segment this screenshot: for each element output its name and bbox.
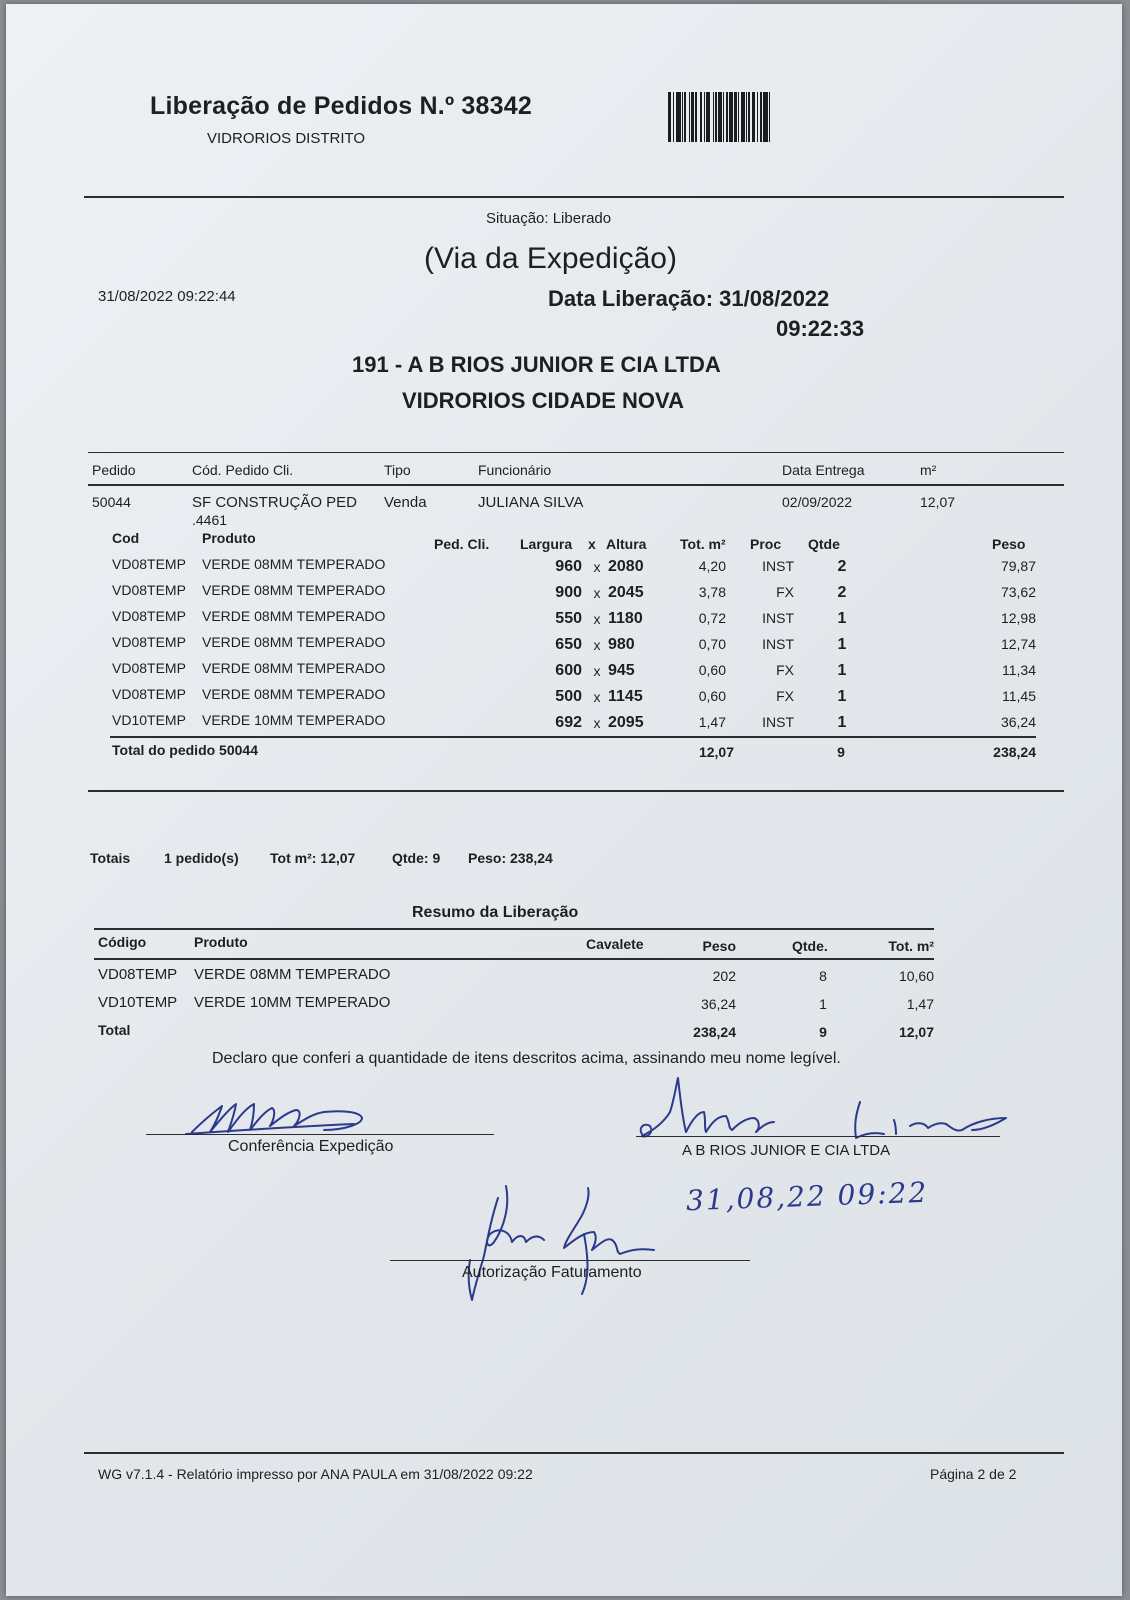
order-cod-pedido-cli: SF CONSTRUÇÃO PED: [192, 494, 358, 511]
conferencia-label: Conferência Expedição: [228, 1138, 394, 1155]
totals-label: Totais: [90, 850, 131, 866]
summary-qtde: 1: [819, 996, 827, 1012]
item-peso: 73,62: [1000, 584, 1036, 600]
summary-header-rule: [94, 958, 934, 960]
declaration-text: Declaro que conferi a quantidade de itens descritos acima, assinando meu nome legível.: [212, 1050, 841, 1067]
summary-qtde: 8: [819, 968, 827, 984]
items-col-tot-m2: Tot. m²: [680, 536, 726, 552]
item-largura: 600: [555, 662, 582, 679]
item-produto: VERDE 08MM TEMPERADO: [202, 608, 386, 624]
order-total-m2: 12,07: [698, 744, 734, 760]
item-qtde: 1: [837, 610, 847, 627]
items-col-produto: Produto: [202, 530, 256, 546]
col-funcionario: Funcionário: [478, 462, 552, 478]
item-x: x: [593, 663, 601, 679]
item-peso: 11,34: [1002, 662, 1036, 678]
item-peso: 12,74: [1000, 636, 1036, 652]
item-proc: FX: [776, 688, 794, 704]
item-tot-m2: 3,78: [698, 584, 726, 600]
item-peso: 79,87: [1000, 558, 1036, 574]
items-total-rule: [110, 736, 1036, 738]
item-proc: INST: [762, 558, 794, 574]
item-x: x: [593, 611, 601, 627]
client-line: [636, 1136, 1000, 1137]
handwritten-datetime: 31,08,22 09:22: [685, 1175, 929, 1218]
item-largura: 960: [555, 558, 582, 575]
item-peso: 36,24: [1000, 714, 1036, 730]
order-m2: 12,07: [920, 494, 956, 510]
item-x: x: [593, 559, 601, 575]
item-cod: VD08TEMP: [112, 634, 186, 650]
document-title: Liberação de Pedidos N.º 38342: [150, 92, 532, 120]
item-tot-m2: 1,47: [698, 714, 726, 730]
summary-total-label: Total: [98, 1022, 131, 1038]
client-signature-label: A B RIOS JUNIOR E CIA LTDA: [682, 1142, 891, 1159]
item-x: x: [593, 715, 601, 731]
item-tot-m2: 0,70: [698, 636, 726, 652]
item-qtde: 1: [837, 688, 847, 705]
order-total-peso: 238,24: [993, 744, 1036, 760]
item-tot-m2: 0,72: [698, 610, 726, 626]
summary-tot-m2: 10,60: [898, 968, 934, 984]
printed-datetime: 31/08/2022 09:22:44: [98, 288, 236, 305]
barcode-gap: [770, 92, 772, 142]
summary-codigo: VD10TEMP: [98, 994, 178, 1011]
item-cod: VD08TEMP: [112, 608, 186, 624]
col-m2: m²: [920, 462, 937, 478]
col-data-entrega: Data Entrega: [782, 462, 865, 478]
via-label: (Via da Expedição): [424, 242, 677, 275]
item-proc: INST: [762, 714, 794, 730]
summary-col-produto: Produto: [194, 934, 248, 950]
item-tot-m2: 0,60: [698, 662, 726, 678]
item-largura: 692: [555, 714, 582, 731]
header-divider: [84, 196, 1064, 198]
item-altura: 1145: [608, 688, 643, 705]
item-produto: VERDE 08MM TEMPERADO: [202, 634, 386, 650]
conferencia-line: [146, 1134, 494, 1135]
footer-left: WG v7.1.4 - Relatório impresso por ANA PAULA em 31/08/2022 09:22: [98, 1466, 533, 1482]
summary-produto: VERDE 10MM TEMPERADO: [194, 994, 391, 1011]
items-col-qtde: Qtde: [808, 536, 840, 552]
summary-produto: VERDE 08MM TEMPERADO: [194, 966, 391, 983]
conferencia-signature: [184, 1090, 384, 1140]
item-produto: VERDE 08MM TEMPERADO: [202, 686, 386, 702]
item-produto: VERDE 10MM TEMPERADO: [202, 712, 386, 728]
order-total-qtde: 9: [837, 744, 845, 760]
order-data-entrega: 02/09/2022: [782, 494, 853, 510]
client-store: VIDRORIOS CIDADE NOVA: [402, 388, 684, 413]
footer-rule: [84, 1452, 1064, 1454]
item-qtde: 2: [837, 584, 847, 601]
item-cod: VD08TEMP: [112, 556, 186, 572]
item-altura: 1180: [608, 610, 643, 627]
item-qtde: 1: [837, 636, 847, 653]
summary-col-cavalete: Cavalete: [586, 936, 644, 952]
col-pedido: Pedido: [92, 462, 136, 478]
order-tipo: Venda: [384, 494, 427, 511]
totals-qtde: Qtde: 9: [392, 850, 441, 866]
page-indicator: Página 2 de 2: [930, 1466, 1017, 1482]
autorizacao-label: Autorização Faturamento: [462, 1264, 642, 1281]
summary-total-qtde: 9: [819, 1024, 827, 1040]
autorizacao-line: [390, 1260, 750, 1261]
item-altura: 2095: [608, 714, 644, 731]
items-col-ped-cli: Ped. Cli.: [434, 536, 490, 552]
item-largura: 500: [555, 688, 582, 705]
summary-total-tot-m2: 12,07: [898, 1024, 934, 1040]
item-proc: INST: [762, 636, 794, 652]
item-proc: FX: [776, 662, 794, 678]
barcode: [668, 92, 838, 142]
summary-peso: 202: [712, 968, 736, 984]
item-altura: 2045: [608, 584, 644, 601]
col-tipo: Tipo: [384, 462, 411, 478]
summary-col-codigo: Código: [98, 934, 147, 950]
items-col-altura: Altura: [606, 536, 647, 552]
item-qtde: 1: [837, 662, 847, 679]
item-tot-m2: 4,20: [698, 558, 726, 574]
summary-codigo: VD08TEMP: [98, 966, 178, 983]
company-name: VIDRORIOS DISTRITO: [207, 130, 366, 147]
order-bottom-rule: [88, 790, 1064, 792]
item-x: x: [593, 689, 601, 705]
item-cod: VD08TEMP: [112, 582, 186, 598]
item-x: x: [593, 585, 601, 601]
item-cod: VD08TEMP: [112, 686, 186, 702]
item-qtde: 1: [837, 714, 847, 731]
item-peso: 12,98: [1000, 610, 1036, 626]
col-cod-pedido-cli: Cód. Pedido Cli.: [192, 462, 294, 478]
item-proc: FX: [776, 584, 794, 600]
client-signature: [634, 1072, 1034, 1152]
item-altura: 980: [608, 636, 635, 653]
summary-col-peso: Peso: [702, 938, 736, 954]
totals-m2: Tot m²: 12,07: [270, 850, 356, 866]
order-top-rule: [88, 452, 1064, 453]
item-cod: VD10TEMP: [112, 712, 186, 728]
order-header-rule: [88, 484, 1064, 486]
summary-top-rule: [94, 928, 934, 930]
autorizacao-signature: [454, 1176, 694, 1306]
item-largura: 650: [555, 636, 582, 653]
items-col-cod: Cod: [112, 530, 140, 546]
client-name: 191 - A B RIOS JUNIOR E CIA LTDA: [352, 352, 721, 377]
totals-peso: Peso: 238,24: [468, 850, 553, 866]
summary-title: Resumo da Liberação: [412, 904, 579, 921]
items-col-x: x: [588, 536, 596, 552]
item-produto: VERDE 08MM TEMPERADO: [202, 660, 386, 676]
item-qtde: 2: [837, 558, 847, 575]
release-time: 09:22:33: [776, 316, 865, 341]
item-altura: 2080: [608, 558, 644, 575]
item-peso: 11,45: [1002, 688, 1036, 704]
summary-col-qtde: Qtde.: [792, 938, 828, 954]
order-cod-pedido-cli-2: .4461: [192, 512, 228, 528]
document-page: [6, 4, 1122, 1596]
item-largura: 550: [555, 610, 582, 627]
items-col-peso: Peso: [992, 536, 1026, 552]
summary-tot-m2: 1,47: [906, 996, 934, 1012]
order-funcionario: JULIANA SILVA: [478, 494, 584, 511]
order-total-label: Total do pedido 50044: [112, 742, 258, 758]
order-pedido: 50044: [92, 494, 131, 510]
totals-pedidos: 1 pedido(s): [164, 850, 239, 866]
item-tot-m2: 0,60: [698, 688, 726, 704]
item-produto: VERDE 08MM TEMPERADO: [202, 582, 386, 598]
summary-total-peso: 238,24: [693, 1024, 736, 1040]
items-col-proc: Proc: [750, 536, 782, 552]
summary-col-tot-m2: Tot. m²: [888, 938, 934, 954]
release-date: Data Liberação: 31/08/2022: [548, 286, 830, 311]
item-largura: 900: [555, 584, 582, 601]
item-proc: INST: [762, 610, 794, 626]
situation-label: Situação: Liberado: [486, 210, 612, 227]
item-produto: VERDE 08MM TEMPERADO: [202, 556, 386, 572]
item-x: x: [593, 637, 601, 653]
summary-peso: 36,24: [700, 996, 736, 1012]
items-col-largura: Largura: [520, 536, 573, 552]
item-cod: VD08TEMP: [112, 660, 186, 676]
item-altura: 945: [608, 662, 635, 679]
